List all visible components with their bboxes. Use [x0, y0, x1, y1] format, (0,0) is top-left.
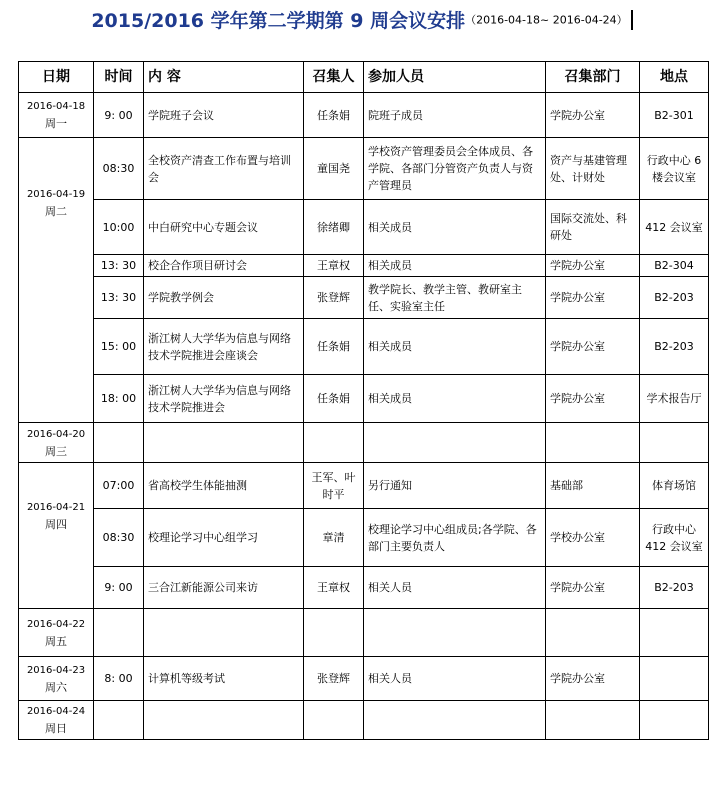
row-place: 412 会议室	[640, 200, 709, 255]
row-attendees: 教学院长、教学主管、教研室主任、实验室主任	[364, 277, 546, 319]
table-row	[19, 200, 709, 255]
day-cell: 2016-04-19 周二	[19, 138, 94, 423]
row-place: 行政中心 412 会议室	[640, 509, 709, 567]
table-row	[19, 319, 709, 375]
meeting-schedule-table	[18, 61, 709, 740]
row-attendees: 院班子成员	[364, 93, 546, 138]
row-dept: 学院办公室	[546, 277, 640, 319]
row-time: 08:30	[94, 138, 144, 200]
row-attendees: 相关成员	[364, 255, 546, 277]
row-content: 校理论学习中心组学习	[144, 509, 304, 567]
row-dept: 基础部	[546, 463, 640, 509]
table-row	[19, 375, 709, 423]
table-row	[19, 609, 709, 657]
text-cursor	[631, 10, 633, 30]
row-place: 学术报告厅	[640, 375, 709, 423]
row-convener: 王章权	[304, 255, 364, 277]
day-cell: 2016-04-24 周日	[19, 701, 94, 740]
row-dept: 学院办公室	[546, 255, 640, 277]
row-place: B2-203	[640, 319, 709, 375]
row-time: 9: 00	[94, 93, 144, 138]
row-place: 行政中心 6 楼会议室	[640, 138, 709, 200]
row-dept: 资产与基建管理处、计财处	[546, 138, 640, 200]
row-content: 全校资产清查工作布置与培训会	[144, 138, 304, 200]
title-main: 2015/2016 学年第二学期第 9 周会议安排	[91, 10, 466, 32]
row-time: 18: 00	[94, 375, 144, 423]
header-attendees: 参加人员	[364, 62, 546, 93]
table-row	[19, 701, 709, 740]
table-row	[19, 567, 709, 609]
row-attendees: 另行通知	[364, 463, 546, 509]
row-convener: 徐绪卿	[304, 200, 364, 255]
table-row	[19, 255, 709, 277]
row-place: B2-304	[640, 255, 709, 277]
row-time: 13: 30	[94, 255, 144, 277]
day-cell: 2016-04-22 周五	[19, 609, 94, 657]
day-cell: 2016-04-23 周六	[19, 657, 94, 701]
header-content: 内 容	[144, 62, 304, 93]
row-dept: 学院办公室	[546, 319, 640, 375]
header-date: 日期	[19, 62, 94, 93]
table-row	[19, 277, 709, 319]
row-attendees: 相关成员	[364, 319, 546, 375]
header-time: 时间	[94, 62, 144, 93]
row-time: 07:00	[94, 463, 144, 509]
row-content: 学院教学例会	[144, 277, 304, 319]
row-attendees: 相关成员	[364, 375, 546, 423]
row-content: 中白研究中心专题会议	[144, 200, 304, 255]
row-convener: 任条娟	[304, 93, 364, 138]
row-place: B2-203	[640, 277, 709, 319]
row-dept: 学院办公室	[546, 93, 640, 138]
row-content: 学院班子会议	[144, 93, 304, 138]
row-dept: 学院办公室	[546, 657, 640, 701]
row-content: 浙江树人大学华为信息与网络技术学院推进会座谈会	[144, 319, 304, 375]
page-title	[0, 6, 724, 42]
row-attendees: 相关人员	[364, 657, 546, 701]
row-time: 08:30	[94, 509, 144, 567]
row-place	[640, 657, 709, 701]
row-place: B2-203	[640, 567, 709, 609]
row-dept: 学院办公室	[546, 375, 640, 423]
row-convener: 童国尧	[304, 138, 364, 200]
row-convener: 任条娟	[304, 375, 364, 423]
row-time: 15: 00	[94, 319, 144, 375]
row-convener: 任条娟	[304, 319, 364, 375]
title-date-range: （2016-04-18~ 2016-04-24）	[465, 13, 628, 27]
table-row	[19, 657, 709, 701]
row-content: 计算机等级考试	[144, 657, 304, 701]
table-row	[19, 509, 709, 567]
row-time: 9: 00	[94, 567, 144, 609]
row-content: 浙江树人大学华为信息与网络技术学院推进会	[144, 375, 304, 423]
header-convener: 召集人	[304, 62, 364, 93]
row-time: 13: 30	[94, 277, 144, 319]
row-convener: 王军、叶时平	[304, 463, 364, 509]
header-place: 地点	[640, 62, 709, 93]
row-convener: 章清	[304, 509, 364, 567]
row-convener: 张登辉	[304, 277, 364, 319]
row-attendees: 学校资产管理委员会全体成员、各学院、各部门分管资产负责人与资产管理员	[364, 138, 546, 200]
row-content: 校企合作项目研讨会	[144, 255, 304, 277]
table-row	[19, 423, 709, 463]
row-content: 省高校学生体能抽测	[144, 463, 304, 509]
row-convener: 张登辉	[304, 657, 364, 701]
row-attendees: 相关成员	[364, 200, 546, 255]
row-dept: 学院办公室	[546, 567, 640, 609]
day-cell: 2016-04-18 周一	[19, 93, 94, 138]
row-time: 8: 00	[94, 657, 144, 701]
row-time: 10:00	[94, 200, 144, 255]
table-row	[19, 463, 709, 509]
day-cell: 2016-04-21 周四	[19, 463, 94, 609]
header-row	[19, 62, 709, 93]
table-row	[19, 93, 709, 138]
day-cell: 2016-04-20 周三	[19, 423, 94, 463]
table-row	[19, 138, 709, 200]
row-dept: 国际交流处、科研处	[546, 200, 640, 255]
row-place: 体育场馆	[640, 463, 709, 509]
row-content: 三合江新能源公司来访	[144, 567, 304, 609]
header-dept: 召集部门	[546, 62, 640, 93]
row-place: B2-301	[640, 93, 709, 138]
row-attendees: 相关人员	[364, 567, 546, 609]
row-dept: 学校办公室	[546, 509, 640, 567]
row-convener: 王章权	[304, 567, 364, 609]
row-attendees: 校理论学习中心组成员;各学院、各部门主要负责人	[364, 509, 546, 567]
